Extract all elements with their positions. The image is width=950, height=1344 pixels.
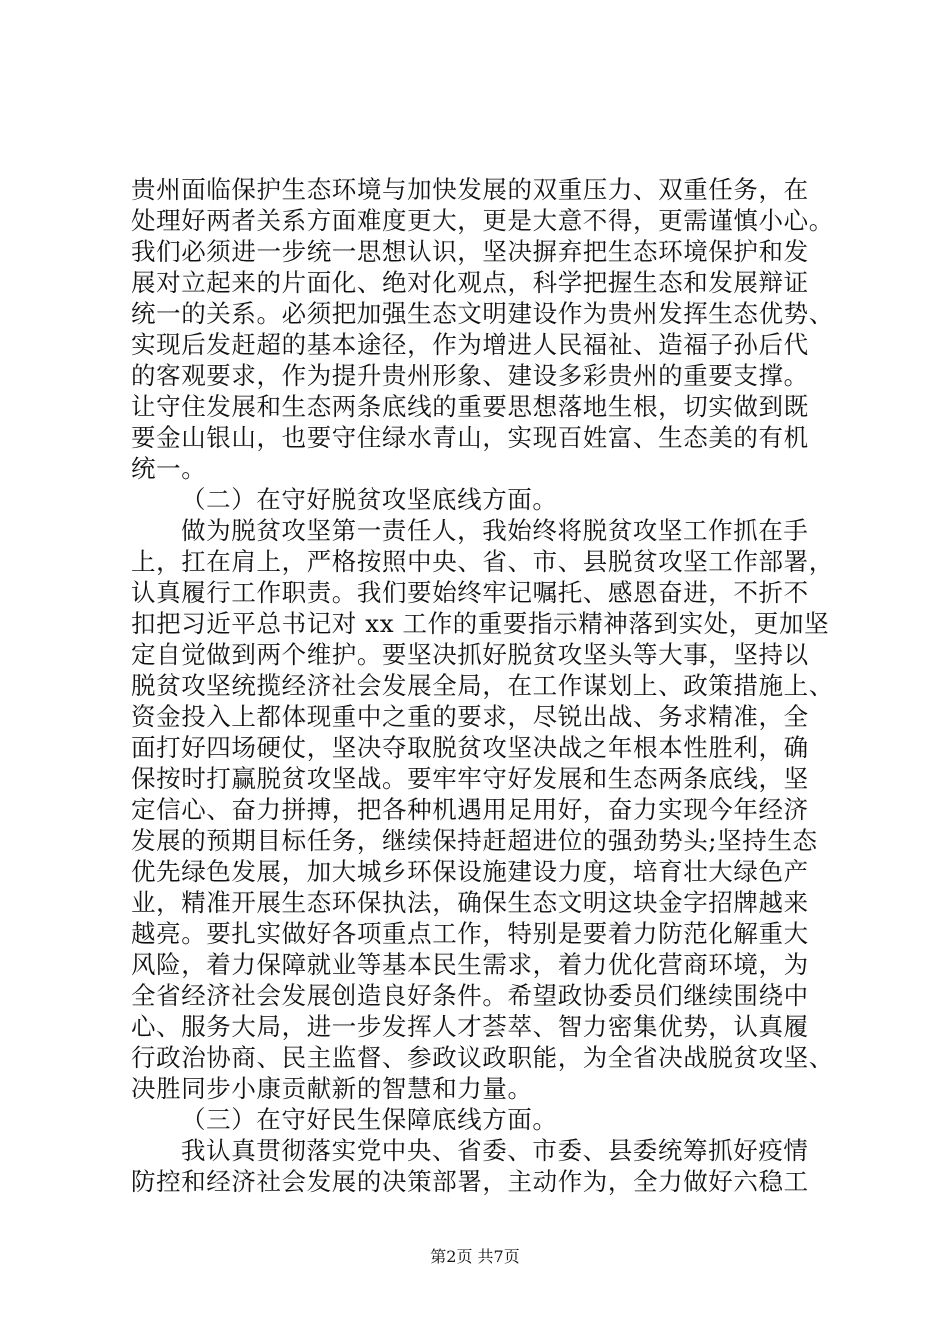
paragraph-line: 越亮。要扎实做好各项重点工作，特别是要着力防范化解重大: [131, 919, 809, 948]
paragraph-line: 处理好两者关系方面难度更大，更是大意不得，更需谨慎小心。: [131, 206, 834, 235]
paragraph-line: 贵州面临保护生态环境与加快发展的双重压力、双重任务，在: [131, 175, 809, 204]
paragraph-line: 优先绿色发展，加大城乡环保设施建设力度，培育壮大绿色产: [131, 857, 809, 886]
paragraph-line: 业，精准开展生态环保执法，确保生态文明这块金字招牌越来: [131, 888, 809, 917]
paragraph-line: 我们必须进一步统一思想认识，坚决摒弃把生态环境保护和发: [131, 237, 809, 266]
paragraph-line: 实现后发赶超的基本途径，作为增进人民福祉、造福子孙后代: [131, 330, 809, 359]
paragraph-line: 定自觉做到两个维护。要坚决抓好脱贫攻坚头等大事，坚持以: [131, 640, 809, 669]
page-number: 第2页 共7页: [430, 1247, 520, 1266]
paragraph-line: 上，扛在肩上，严格按照中央、省、市、县脱贫攻坚工作部署，: [131, 547, 834, 576]
paragraph-line: 扣把习近平总书记对 xx 工作的重要指示精神落到实处，更加坚: [131, 609, 830, 638]
paragraph-line: 我认真贯彻落实党中央、省委、市委、县委统筹抓好疫情: [181, 1136, 809, 1165]
paragraph-line: 面打好四场硬仗，坚决夺取脱贫攻坚决战之年根本性胜利，确: [131, 733, 809, 762]
paragraph-line: 发展的预期目标任务，继续保持赶超进位的强劲势头;坚持生态: [131, 826, 818, 855]
paragraph-line: 全省经济社会发展创造良好条件。希望政协委员们继续围绕中: [131, 981, 809, 1010]
paragraph-line: 统一。: [131, 454, 207, 483]
paragraph-line: 要金山银山，也要守住绿水青山，实现百姓富、生态美的有机: [131, 423, 809, 452]
paragraph-line: 定信心、奋力拼搏，把各种机遇用足用好，奋力实现今年经济: [131, 795, 809, 824]
paragraph-line: 的客观要求，作为提升贵州形象、建设多彩贵州的重要支撑。: [131, 361, 809, 390]
paragraph-line: 统一的关系。必须把加强生态文明建设作为贵州发挥生态优势、: [131, 299, 834, 328]
paragraph-line: 资金投入上都体现重中之重的要求，尽锐出战、务求精准，全: [131, 702, 809, 731]
paragraph-line: 展对立起来的片面化、绝对化观点，科学把握生态和发展辩证: [131, 268, 809, 297]
paragraph-line: 防控和经济社会发展的决策部署，主动作为，全力做好六稳工: [131, 1167, 809, 1196]
paragraph-line: 做为脱贫攻坚第一责任人，我始终将脱贫攻坚工作抓在手: [181, 516, 809, 545]
section-heading: （二）在守好脱贫攻坚底线方面。: [181, 485, 558, 514]
paragraph-line: 行政治协商、民主监督、参政议政职能，为全省决战脱贫攻坚、: [131, 1043, 834, 1072]
paragraph-line: 让守住发展和生态两条底线的重要思想落地生根，切实做到既: [131, 392, 809, 421]
paragraph-line: 认真履行工作职责。我们要始终牢记嘱托、感恩奋进，不折不: [131, 578, 809, 607]
paragraph-line: 脱贫攻坚统揽经济社会发展全局，在工作谋划上、政策措施上、: [131, 671, 834, 700]
section-heading: （三）在守好民生保障底线方面。: [181, 1105, 558, 1134]
paragraph-line: 心、服务大局，进一步发挥人才荟萃、智力密集优势，认真履: [131, 1012, 809, 1041]
paragraph-line: 保按时打赢脱贫攻坚战。要牢牢守好发展和生态两条底线，坚: [131, 764, 809, 793]
paragraph-line: 风险，着力保障就业等基本民生需求，着力优化营商环境，为: [131, 950, 809, 979]
paragraph-line: 决胜同步小康贡献新的智慧和力量。: [131, 1074, 533, 1103]
